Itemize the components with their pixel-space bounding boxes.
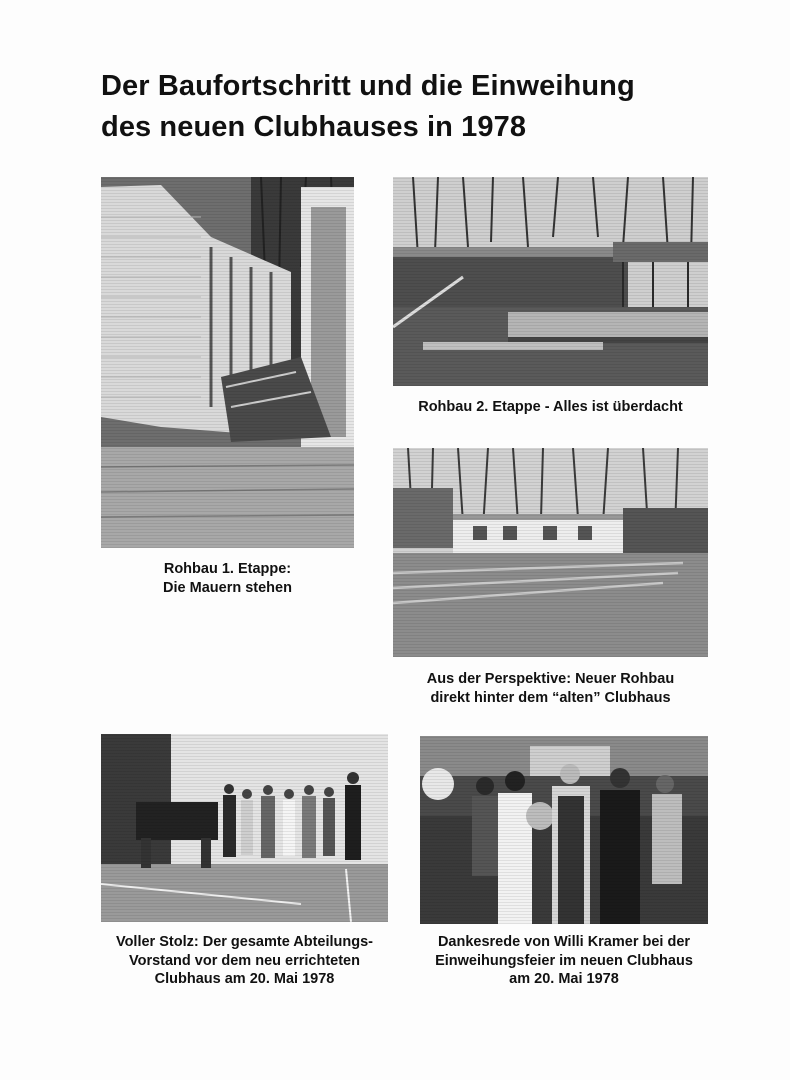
caption-line: Clubhaus am 20. Mai 1978 <box>154 971 335 987</box>
photo-icon <box>101 734 388 922</box>
photo-dankesrede <box>420 736 708 924</box>
photo-abteilungsvorstand <box>101 734 388 922</box>
caption-line: Aus der Perspektive: Neuer Rohbau <box>426 671 675 687</box>
caption-line: Die Mauern stehen <box>163 579 292 596</box>
page-title <box>101 66 741 148</box>
caption-line: Dankesrede von Willi Kramer bei der <box>437 934 691 950</box>
caption-line: am 20. Mai 1978 <box>509 971 619 987</box>
caption-line: direkt hinter dem “alten” Clubhaus <box>430 689 671 706</box>
photo-rohbau-etappe-2 <box>393 177 708 386</box>
caption-rohbau-etappe-2 <box>393 398 708 417</box>
photo-icon <box>101 177 354 548</box>
caption-rohbau-etappe-1 <box>101 560 354 597</box>
photo-icon <box>393 448 708 657</box>
photo-rohbau-etappe-1 <box>101 177 354 548</box>
title-line-1: Der Baufortschritt und die Einweihung <box>101 70 635 102</box>
title-line-2: des neuen Clubhauses in 1978 <box>101 111 527 143</box>
caption-line: Voller Stolz: Der gesamte Abteilungs- <box>115 934 373 950</box>
photo-icon <box>393 177 708 386</box>
photo-icon <box>420 736 708 924</box>
caption-line: Vorstand vor dem neu errichteten <box>129 952 360 969</box>
photo-perspektive <box>393 448 708 657</box>
caption-dankesrede <box>405 933 723 989</box>
caption-perspektive <box>393 670 708 707</box>
caption-abteilungsvorstand <box>91 933 398 989</box>
caption-line: Rohbau 1. Etappe: <box>163 561 292 577</box>
caption-line: Rohbau 2. Etappe - Alles ist überdacht <box>418 399 683 415</box>
caption-line: Einweihungsfeier im neuen Clubhaus <box>435 952 693 969</box>
